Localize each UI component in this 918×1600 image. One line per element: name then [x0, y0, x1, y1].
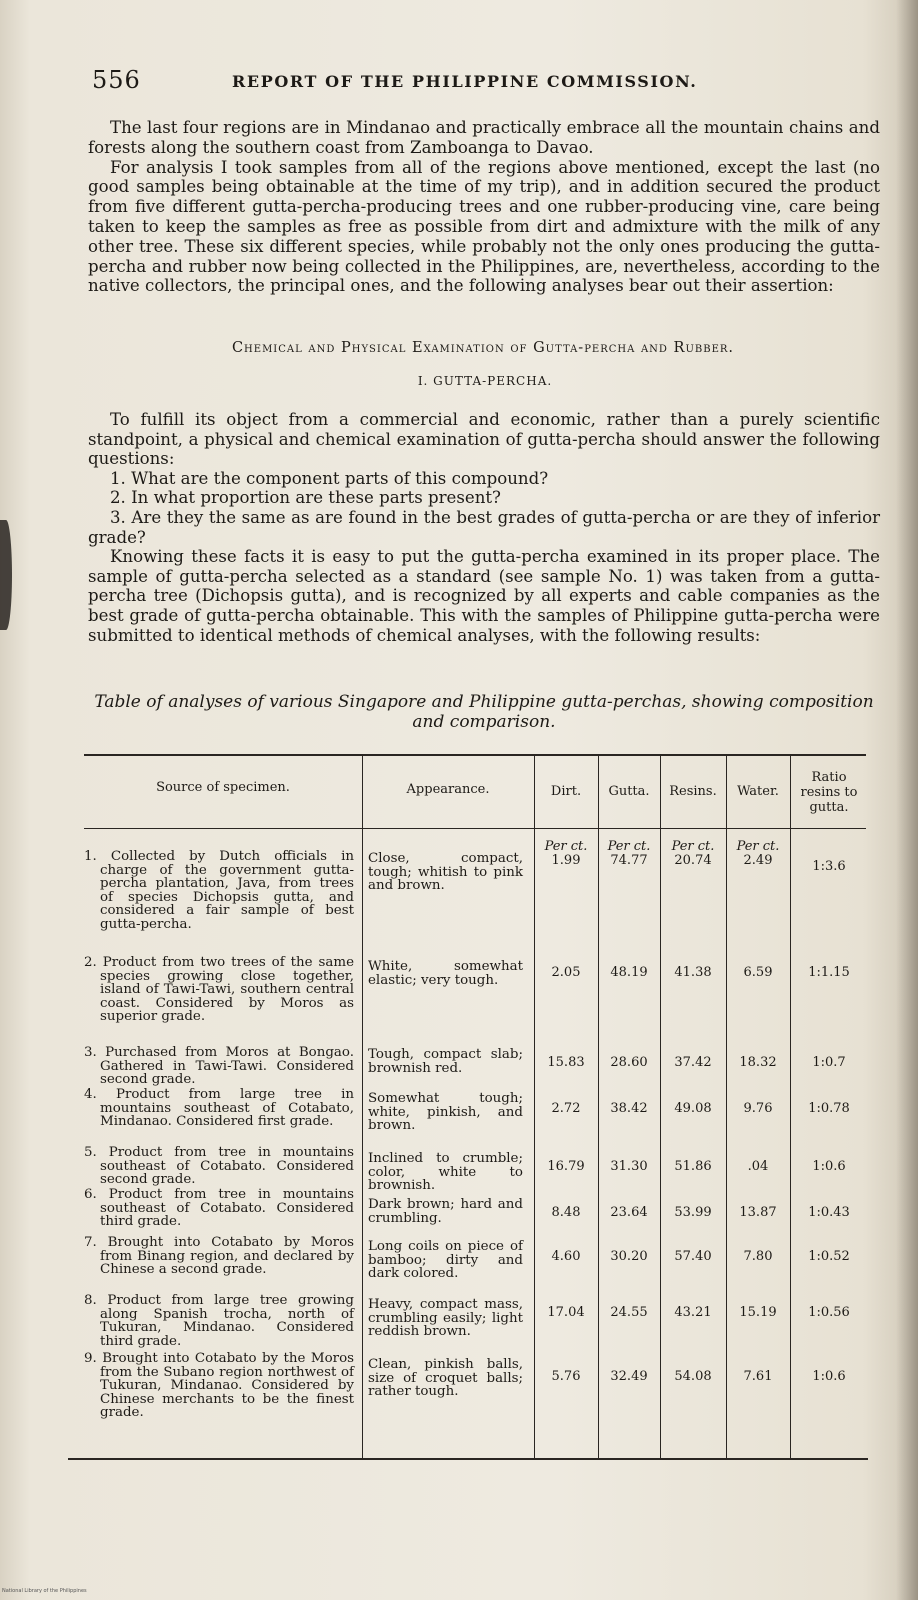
- row-8-gutta: 24.55: [610, 1305, 648, 1320]
- row-9-ratio: 1:0.6: [812, 1369, 846, 1384]
- row-6-source: [84, 1188, 354, 1229]
- row-3-ratio: 1:0.7: [812, 1055, 846, 1070]
- source-text: 4. Product from large tree in mountains southeast of Cotabato, Mindanao. Considered first grade.: [84, 1087, 354, 1129]
- row-7-water: 7.80: [743, 1249, 773, 1264]
- row-8-dirt: 17.04: [547, 1305, 585, 1320]
- row-3-dirt: 15.83: [547, 1055, 585, 1070]
- row-6-ratio: 1:0.43: [808, 1205, 850, 1220]
- row-8-water: 15.19: [739, 1305, 777, 1320]
- header-gutta: Gutta.: [608, 784, 650, 799]
- row-4-source: [84, 1088, 354, 1129]
- row-4-resins: 49.08: [674, 1101, 712, 1116]
- row-3-appearance: Tough, compact slab; brownish red.: [368, 1047, 523, 1076]
- row-4-appearance: Somewhat tough; white, pinkish, and brown.: [368, 1091, 523, 1133]
- value: 74.77: [610, 853, 648, 868]
- row-8-source: [84, 1294, 354, 1348]
- paragraph: The last four regions are in Mindanao and practically embrace all the mountain chains and forests along the southern coast from Zamboanga to Davao.: [88, 118, 880, 157]
- row-9-water: 7.61: [743, 1369, 773, 1384]
- row-2-gutta: 48.19: [610, 965, 648, 980]
- method-text: [88, 410, 880, 645]
- row-3-source: [84, 1046, 354, 1087]
- row-7-resins: 57.40: [674, 1249, 712, 1264]
- row-4-ratio: 1:0.78: [808, 1101, 850, 1116]
- row-1-water: [726, 840, 790, 868]
- row-8-resins: 43.21: [674, 1305, 712, 1320]
- row-7-dirt: 4.60: [551, 1249, 581, 1264]
- row-5-appearance: Inclined to crumble; color, white to brownish.: [368, 1151, 523, 1193]
- source-text: 3. Purchased from Moros at Bongao. Gathered in Tawi-Tawi. Considered second grade.: [84, 1045, 354, 1087]
- row-1-ratio: 1:3.6: [812, 859, 846, 874]
- table-header-rule: [84, 828, 866, 829]
- scan-footer: National Library of the Philippines: [2, 1588, 87, 1594]
- row-6-water: 13.87: [739, 1205, 777, 1220]
- source-text: 1. Collected by Dutch officials in charge of the government gutta-percha plantation, Java, from trees of species Dichopsis gutta, and considered a fair sample of best gutta-percha.: [84, 849, 354, 932]
- intro-text: [88, 118, 880, 296]
- column-divider: [790, 756, 791, 1458]
- paragraph: For analysis I took samples from all of the regions above mentioned, except the last (no good samples being obtainable at the time of my trip), and in addition secured the product from five different gutta-percha-producing trees and one rubber-producing vine, care being taken to keep the samples as free as possible from dirt and admixture with the milk of any other tree. These six different species, while probably not the only ones producing the gutta-percha and rubber now being collected in the Philippines, are, nevertheless, according to the native collectors, the principal ones, and the following analyses bear out their assertion:: [88, 157, 880, 296]
- row-5-resins: 51.86: [674, 1159, 712, 1174]
- row-6-appearance: Dark brown; hard and crumbling.: [368, 1197, 523, 1226]
- row-9-appearance: Clean, pinkish balls, size of croquet balls; rather tough.: [368, 1357, 523, 1399]
- row-7-gutta: 30.20: [610, 1249, 648, 1264]
- row-1-appearance: Close, compact, tough; whitish to pink and brown.: [368, 851, 523, 893]
- source-text: 6. Product from tree in mountains southeast of Cotabato. Considered third grade.: [84, 1187, 354, 1229]
- row-4-dirt: 2.72: [551, 1101, 581, 1116]
- row-1-gutta: [598, 840, 660, 868]
- header-water: Water.: [737, 784, 779, 799]
- row-5-source: [84, 1146, 354, 1187]
- section-heading: Chemical and Physical Examination of Gutta-percha and Rubber.: [231, 340, 735, 356]
- header-ratio: Ratio resins to gutta.: [800, 770, 858, 815]
- subheading: I. GUTTA-PERCHA.: [417, 374, 553, 388]
- header-dirt: Dirt.: [550, 784, 582, 799]
- column-divider: [362, 756, 363, 1458]
- unit-label: Per ct.: [544, 839, 588, 854]
- row-5-gutta: 31.30: [610, 1159, 648, 1174]
- row-6-resins: 53.99: [674, 1205, 712, 1220]
- source-text: 5. Product from tree in mountains southeast of Cotabato. Considered second grade.: [84, 1145, 354, 1187]
- row-2-water: 6.59: [743, 965, 773, 980]
- row-5-dirt: 16.79: [547, 1159, 585, 1174]
- row-6-gutta: 23.64: [610, 1205, 648, 1220]
- row-2-dirt: 2.05: [551, 965, 581, 980]
- question-item: 2. In what proportion are these parts present?: [110, 488, 501, 508]
- row-5-ratio: 1:0.6: [812, 1159, 846, 1174]
- unit-label: Per ct.: [736, 839, 780, 854]
- row-7-appearance: Long coils on piece of bamboo; dirty and dark colored.: [368, 1239, 523, 1281]
- paragraph: To fulfill its object from a commercial and economic, rather than a purely scientific standpoint, a physical and chemical examination of gutta-percha should answer the following questions:: [88, 410, 880, 469]
- row-2-resins: 41.38: [674, 965, 712, 980]
- row-5-water: .04: [747, 1159, 769, 1174]
- paragraph: Knowing these facts it is easy to put the gutta-percha examined in its proper place. The sample of gutta-percha selected as a standard (see sample No. 1) was taken from a gutta-percha tree (Dichopsis gutta), and is recognized by all experts and cable companies as the best grade of gutta-percha obtainable. This with the samples of Philippine gutta-percha were submitted to identical methods of chemical analyses, with the following results:: [88, 547, 880, 645]
- row-9-resins: 54.08: [674, 1369, 712, 1384]
- value: 20.74: [674, 853, 712, 868]
- table-top-rule: [84, 754, 866, 756]
- row-8-appearance: Heavy, compact mass, crumbling easily; light reddish brown.: [368, 1297, 523, 1339]
- row-2-source: [84, 956, 354, 1024]
- row-3-gutta: 28.60: [610, 1055, 648, 1070]
- page-number: 556: [92, 66, 141, 94]
- table-bottom-rule: [68, 1458, 868, 1460]
- source-text: 7. Brought into Cotabato by Moros from Binang region, and declared by Chinese a second grade.: [84, 1235, 354, 1277]
- row-7-ratio: 1:0.52: [808, 1249, 850, 1264]
- source-text: 8. Product from large tree growing along Spanish trocha, north of Tukuran, Mindanao. Considered third grade.: [84, 1293, 354, 1349]
- row-3-resins: 37.42: [674, 1055, 712, 1070]
- row-2-appearance: White, somewhat elastic; very tough.: [368, 959, 523, 988]
- binding-shadow: [0, 520, 12, 630]
- source-text: 9. Brought into Cotabato by the Moros from the Subano region northwest of Tukuran, Mindanao. Considered by Chinese merchants to be the finest grade.: [84, 1351, 354, 1420]
- row-4-water: 9.76: [743, 1101, 773, 1116]
- row-2-ratio: 1:1.15: [808, 965, 850, 980]
- row-1-resins: [660, 840, 726, 868]
- source-text: 2. Product from two trees of the same species growing close together, island of Tawi-Tawi, southern central coast. Considered by Moros as superior grade.: [84, 955, 354, 1024]
- unit-label: Per ct.: [607, 839, 651, 854]
- row-4-gutta: 38.42: [610, 1101, 648, 1116]
- question-item: 1. What are the component parts of this compound?: [110, 468, 549, 488]
- page-header: [92, 64, 882, 98]
- value: 2.49: [743, 853, 773, 868]
- row-6-dirt: 8.48: [551, 1205, 581, 1220]
- row-8-ratio: 1:0.56: [808, 1305, 850, 1320]
- row-7-source: [84, 1236, 354, 1277]
- header-source: Source of specimen.: [156, 780, 290, 795]
- header-appearance: Appearance.: [406, 782, 490, 797]
- running-title: REPORT OF THE PHILIPPINE COMMISSION.: [232, 72, 698, 91]
- header-resins: Resins.: [669, 784, 717, 799]
- row-1-dirt: [534, 840, 598, 868]
- row-9-gutta: 32.49: [610, 1369, 648, 1384]
- value: 1.99: [551, 853, 581, 868]
- table-caption: Table of analyses of various Singapore and Philippine gutta-perchas, showing composition and comparison.: [94, 692, 874, 732]
- row-1-source: [84, 850, 354, 931]
- question-item: 3. Are they the same as are found in the best grades of gutta-percha or are they of inferior grade?: [88, 507, 880, 547]
- unit-label: Per ct.: [671, 839, 715, 854]
- row-9-dirt: 5.76: [551, 1369, 581, 1384]
- row-9-source: [84, 1352, 354, 1420]
- row-3-water: 18.32: [739, 1055, 777, 1070]
- page-edge-shadow: [896, 0, 918, 1600]
